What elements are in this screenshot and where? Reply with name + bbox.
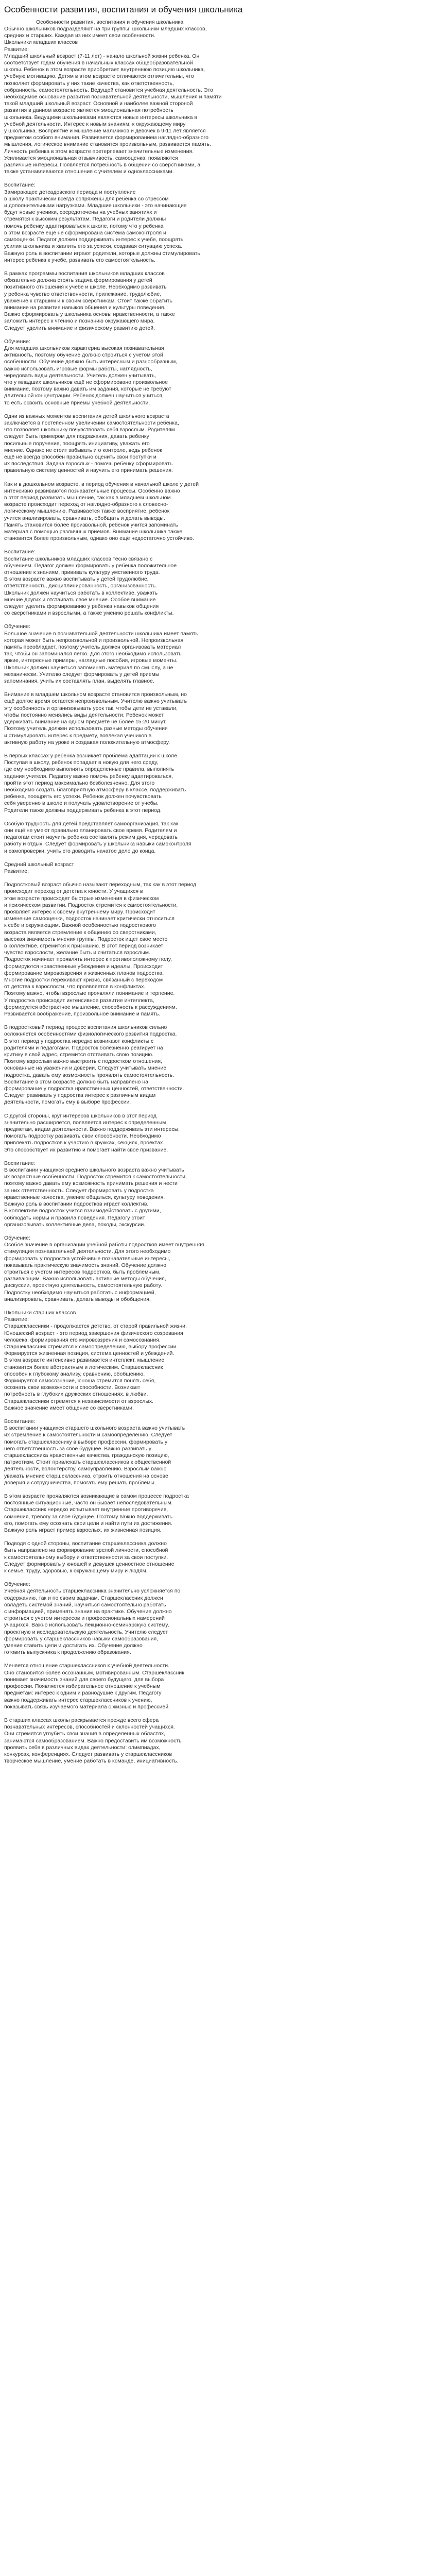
text-block-development-intro: Обычно школьников подразделяют на три группы: школьники младших классов, средних и старших. Каждая из них имеет свои особенности. Школьники младших классов Развитие: Младший школьный возраст (7-11 лет) - начало школьной жизни ребенка. Он соответствует годам обучения в начальных классах общеобразовательной школы. Ребенок в этом возрасте приобретает внутреннюю позицию школьника, учебную мотивацию. Детям в этом возрасте отличаются отличительны, что позволяет формировать у них такие качества, как ответственность, собранность, самостоятельность. Ведущей становится учебная деятельность. Это необходимое основание развития познавательной деятельности, мышления и памяти такой младший школьный возраст. Основной и наиболее важной стороной развития в данном возрасте является эмоциональная потребность школьника. Ведущими школьниками являются новые интересы школьника в учебной деятельности. Интерес к новым знаниям, к окружающему миру у школьника. Восприятие и мышление мальчиков и девочек в 9-11 лет является предметом особого внимания. Развивается формированием наглядно-образного мышления, логическое внимание становится произвольным, развивается память. Личность ребенка в этом возрасте претерпевает значительные изменения. Усиливается эмоциональная отзывчивость, самооценка, появляются различные интересы. Появляется потребность в общении со сверстниками, а также устанавливаются отношения с учителем и одноклассниками. [4,26,222,175]
text-block-learning-senior: Обучение: Учебная деятельность старшеклассника значительно усложняется по содержанию, так и по своим задачам. Старшеклассник должен овладеть системой знаний, научиться самостоятельно работать с информацией, применять знания на практике. Обучение должно строиться с учетом интересов и профессиональных намерений учащихся. Важно использовать лекционно-семинарскую систему, проектную и исследовательскую деятельность. Учителю следует формировать у старшеклассников навыки самообразования, умение ставить цели и достигать их. Обучение должно готовить выпускника к продолжению образования. [4,1581,181,1656]
document-subtitle: Особенности развития, воспитания и обучения школьника [36,19,184,25]
text-block-memory: Обучение: Большое значение в познавательной деятельности школьника имеет память, которая может быть непроизвольной и произвольной. Непроизвольная память преобладает, поэтому учитель должен организовать материал так, чтобы он запоминался легко. Для этого необходимо использовать яркие, интересные примеры, наглядные пособия, игровые моменты. Школьник должен научиться запоминать материал по смыслу, а не механически. Учителю следует формировать у детей приемы запоминания, учить их составлять план, выделять главное. [4,623,200,685]
text-block-adolescent-upbringing: В подростковый период процесс воспитания школьников сильно осложняется особенностями физиологического развития подростка. В этот период у подростка нередко возникают конфликты с родителями и педагогами. Подросток болезненно реагирует на критику в свой адрес, стремится отстаивать свою позицию. Поэтому взрослым важно выстроить с подростком отношения, основанные на уважении и доверии. Следует учитывать мнение подростка, давать ему возможность проявлять самостоятельность. Воспитание в этом возрасте должно быть направлено на формирование у подростка нравственных ценностей, ответственности. Следует развивать у подростка интерес к различным видам деятельности, помогать ему в выборе профессии. [4,1024,184,1106]
text-block-senior-interests: В старших классах школы раскрывается прежде всего сфера познавательных интересов, способностей и склонностей учащихся. Они стремятся углубить свои знания в определенных областях, занимаются самообразованием. Важно предоставить им возможность проявить себя в различных видах деятельности: олимпиадах, конкурсах, конференциях. Следует развивать у старшеклассников творческое мышление, умение работать в команде, инициативность. [4,1717,182,1765]
text-block-attitude-learning: Меняется отношение старшеклассников к учебной деятельности. Оно становится более осознанным, мотивированным. Старшеклассник понимает значимость знаний для своего будущего, для выбора профессии. Появляется избирательное отношение к учебным предметам: интерес к одним и равнодушие к другим. Педагогу важно поддерживать интерес старшеклассников к учению, показывать связь изучаемого материала с жизнью и профессией. [4,1663,184,1710]
document-body [4,26,432,1765]
text-block-senior-contradictions: В этом возрасте проявляются возникающие в самом процессе подростка постоянные ситуационные, часто он бывает непоследовательным. Старшеклассник нередко испытывает внутренние противоречия, сомнения, тревогу за свое будущее. Поэтому важно поддерживать его, помогать ему осознать свои цели и найти пути их достижения. Важную роль играет пример взрослых, их жизненная позиция. [4,1493,189,1534]
text-block-cognitive: Как и в дошкольном возрасте, в период обучения в начальной школе у детей интенсивно развиваются познавательные процессы. Особенно важно в этот период развивать мышление, так как в младшем школьном возрасте происходит переход от наглядно-образного к словесно- логическому мышлению. Развивается также восприятие, ребенок учится анализировать, сравнивать, обобщать и делать выводы. Память становится более произвольной, ребенок учится запоминать материал с помощью различных приемов. Внимание школьника также становится более произвольным, однако оно ещё недостаточно устойчиво. [4,481,199,542]
text-block-attention: Внимание в младшем школьном возрасте становится произвольным, но ещё долгое время остается непроизвольным. Учителю важно учитывать эту особенность и организовывать урок так, чтобы дети не уставали, чтобы постоянно менялись виды деятельности. Ребенок может удерживать внимание на одном предмете не более 15-20 минут. Поэтому учитель должен использовать разные методы обучения и стимулировать интерес к предмету, вовлекая учеников в активную работу на уроке и создавая положительную атмосферу. [4,691,187,745]
text-block-learning-junior: Обучение: Для младших школьников характерна высокая познавательная активность, поэтому обучение должно строиться с учетом этой особенности. Обучение должно быть интересным и разнообразным, важно использовать игровые формы работы, наглядность, чередовать виды деятельности. Учитель должен учитывать, что у младших школьников ещё не сформировано произвольное внимание, поэтому важно давать им задания, которые не требуют длительной концентрации. Ребенок должен научиться учиться, то есть освоить основные приемы учебной деятельности. [4,338,178,406]
text-block-self-organization: Особую трудность для детей представляет самоорганизация, так как они ещё не умеют правильно планировать свое время. Родителям и педагогам стоит научить ребенка составлять режим дня, чередовать работу и отдых. Следует формировать у школьника навыки самоконтроля и самопроверки, учить его доводить начатое дело до конца. [4,820,191,854]
text-block-senior-summary: Подводя с одной стороны, воспитание старшеклассника должно быть направлено на формирование зрелой личности, способной к самостоятельному выбору и ответственности за свои поступки. Следует формировать у юношей и девушек ценностное отношение к семье, труду, здоровью, к окружающему миру и людям. [4,1540,175,1574]
text-block-learning-middle: Обучение: Особое значение в организации учебной работы подростков имеет внутренняя стимуляция познавательной деятельности. Для этого необходимо формировать у подростка устойчивые познавательные интересы, показывать практическую значимость знаний. Обучение должно строиться с учетом интересов подростков, быть проблемным, развивающим. Важно использовать активные методы обучения, дискуссии, проектную деятельность, самостоятельную работу. Подростку необходимо научиться работать с информацией, анализировать, сравнивать, делать выводы и обобщения. [4,1234,204,1302]
text-block-adaptation: В первых классах у ребенка возникает проблема адаптации к школе. Поступая в школу, ребенок попадает в новую для него среду, где ему необходимо выполнять определенные правила, выполнять задания учителя. Педагогу важно помочь ребенку адаптироваться, пройти этот период максимально безболезненно. Для этого необходимо создать благоприятную атмосферу в классе, поддерживать ребенка, поощрять его успехи. Ребенок должен почувствовать себя уверенно в школе и получать удовлетворение от учебы. Родители также должны поддерживать ребенка в этот период. [4,752,186,814]
text-block-interests: С другой стороны, круг интересов школьников в этот период значительно расширяется, появляется интерес к определенным предметам, видам деятельности. Важно поддерживать эти интересы, помогать подростку развивать свои способности. Необходимо привлекать подростков к участию в кружках, секциях, проектах. Это способствует их развитию и помогает найти свое призвание. [4,1112,180,1153]
document-title: Особенности развития, воспитания и обучения школьника [4,5,243,14]
text-block-upbringing-junior-2: Воспитание: Воспитание школьников младших классов тесно связано с обучением. Педагог должен формировать у ребенка положительное отношение к знаниям, прививать культуру умственного труда. В этом возрасте важно воспитывать у детей трудолюбие, ответственность, дисциплинированность, организованность. Школьник должен научиться работать в коллективе, уважать мнение других и отстаивать свое мнение. Особое внимание следует уделить формированию у ребенка навыков общения со сверстниками и взрослыми, а также умению решать конфликты. [4,549,177,617]
text-block-upbringing-senior: Воспитание: В воспитании учащихся старшего школьного возраста важно учитывать их стремление к самостоятельности и самоопределению. Следует помогать старшекласснику в выборе профессии, формировать у него ответственность за свое будущее. Важно развивать у старшеклассника нравственные качества, гражданскую позицию, патриотизм. Стоит привлекать старшеклассников к общественной деятельности, волонтерству, самоуправлению. Взрослым важно уважать мнение старшеклассника, строить отношения на основе доверия и сотрудничества, помогать ему решать проблемы. [4,1418,185,1486]
text-block-independence: Одни из важных моментов воспитания детей школьного возраста заключается в постепенном увеличении самостоятельности ребенка, что позволяет школьнику почувствовать себя взрослым. Родителям следует быть примером для подражания, давать ребенку посильные поручения, поощрять инициативу, уважать его мнение. Однако не стоит забывать и о контроле, ведь ребенок ещё не всегда способен правильно оценить свои поступки и их последствия. Задача взрослых - помочь ребенку сформировать правильную систему ценностей и научить его принимать решения. [4,413,179,474]
text-block-middle-heading: Средний школьный возраст Развитие: [4,861,74,874]
text-block-adolescence: Подростковый возраст обычно называют переходным, так как в этот период происходит переход от детства к юности. У учащихся в этом возрасте происходят быстрые изменения в физическом и психическом развитии. Подросток стремится к самостоятельности, проявляет интерес к своему внутреннему миру. Происходит изменение самооценки, подросток начинает критически относиться к себе и окружающим. Важной особенностью подросткового возраста является стремление к общению со сверстниками, высокая значимость мнения группы. Подросток ищет свое место в коллективе, стремится к признанию. В этот период возникает чувство взрослости, желание быть и считаться взрослым. Подросток начинает проявлять интерес к противоположному полу, формируются нравственные убеждения и идеалы. Происходит формирование мировоззрения и жизненных планов подростка. Многие подростки переживают кризис, связанный с переходом от детства к взрослости, что проявляется в конфликтах. Поэтому важно, чтобы взрослые проявляли понимание и терпение. У подростка происходит интенсивное развитие интеллекта, формируется абстрактное мышление, способность к рассуждениям. Развивается воображение, произвольное внимание и память. [4,882,197,1018]
text-block-senior-development: Школьники старших классов Развитие: Старшеклассники - продолжается детство, от старой правильной жизни. Юношеский возраст - это период завершения физического созревания человека, формирования его мировоззрения и самосознания. Старшеклассник стремится к самоопределению, выбору профессии. Формируется жизненная позиция, система ценностей и убеждений. В этом возрасте интенсивно развивается интеллект, мышление становится более абстрактным и логическим. Старшеклассник способен к глубокому анализу, сравнению, обобщению. Формируется самосознание, юноша стремится понять себя, осознать свои возможности и способности. Возникает потребность в глубоких дружеских отношениях, в любви. Старшеклассники стремятся к независимости от взрослых. Важное значение имеет общение со сверстниками. [4,1309,187,1411]
text-block-upbringing-junior: Воспитание: Замирающее детсадовского периода и поступление в школу практически всегда сопряжены для ребенка со стрессом и дополнительными нагрузками. Младшие школьники - это начинающие будут новые ученики, сосредоточены на учебных занятиях и стремятся к высоким результатам. Педагоги и родители должны помочь ребенку адаптироваться к школе, потому что у ребенка в этом возрасте ещё не сформирована система самоконтроля и самооценки. Педагог должен поддерживать интерес к учебе, поощрять усилия школьника и хвалить его за успехи, создавая ситуацию успеха. Важную роль в воспитании играют родители, которые должны стимулировать интерес ребенка к учебе, развивать его самостоятельность. [4,182,200,263]
text-block-program-junior: В рамках программы воспитания школьников младших классов обязательно должна стоять задача формирования у детей позитивного отношения к учебе и школе. Необходимо развивать у ребенка чувство ответственности, прилежание, трудолюбие, уважение к старшим и к своим сверстникам. Стоит также обратить внимание на развитие навыков общения и культуры поведения. Важно сформировать у школьника основы нравственности, а также заложить интерес к чтению и познанию окружающего мира. Следует уделить внимание и физическому развитию детей. [4,270,175,331]
text-block-upbringing-middle: Воспитание: В воспитании учащихся среднего школьного возраста важно учитывать их возрастные особенности. Подросток стремится к самостоятельности, поэтому важно давать ему возможность принимать решения и нести за них ответственность. Следует формировать у подростка нравственные качества, умение общаться, культуру поведения. Важную роль в воспитании подростков играет коллектив. В коллективе подросток учится взаимодействовать с другими, соблюдать нормы и правила поведения. Педагогу стоит организовывать коллективные дела, походы, экскурсии. [4,1160,187,1228]
